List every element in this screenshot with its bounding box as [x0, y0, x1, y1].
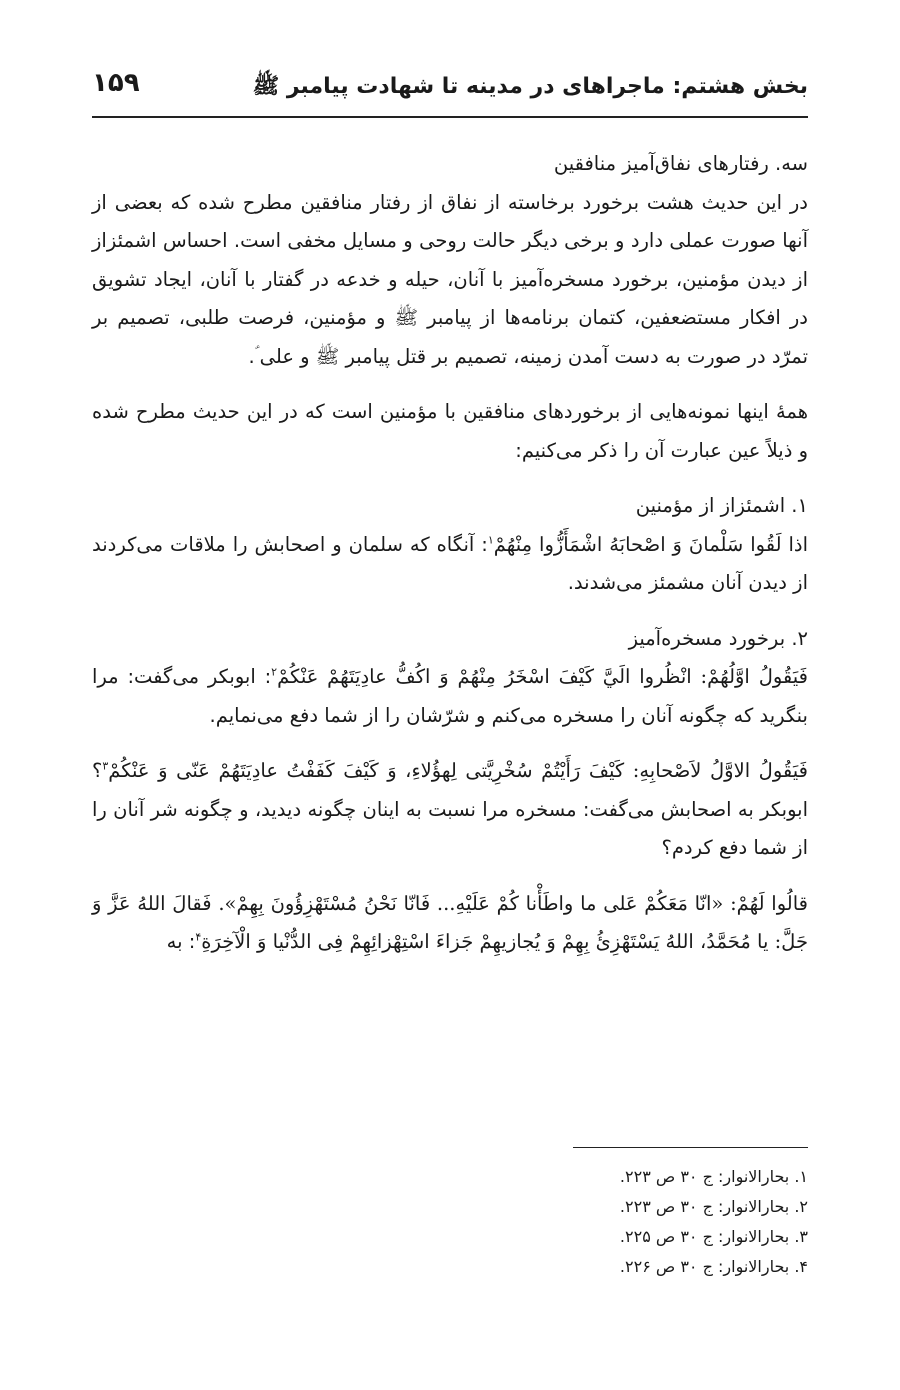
footnote-4: ۴. بحارالانوار: ج ۳۰ ص ۲۲۶. — [619, 1257, 808, 1276]
item-1-heading: ۱. اشمئزاز از مؤمنین — [635, 494, 808, 517]
paragraph-3-text: ؟ ابوبکر به اصحابش می‌گفت: مسخره مرا نسبت به اینان چگونه دیدید، و چگونه شر آنان را از شما دفع کردم؟ — [92, 759, 808, 859]
footnote-3: ۳. بحارالانوار: ج ۳۰ ص ۲۲۵. — [619, 1227, 808, 1246]
paragraph-2: همهٔ اینها نمونه‌هایی از برخوردهای منافقین با مؤمنین است که در این حدیث مطرح شده و ذیلاً عین عبارت آن را ذکر می‌کنیم: — [92, 400, 808, 462]
paragraph-4-text: : به — [166, 930, 196, 953]
item-2-heading: ۲. برخورد مسخره‌آمیز — [628, 626, 808, 650]
chapter-title: بخش هشتم: ماجراهای در مدینه تا شهادت پیامبر ﷺ — [252, 74, 808, 99]
footnotes — [620, 1162, 808, 1282]
item-2-quote: فَيَقُولُ اوَّلُهُمْ: انْظُروا الَيَّ كَيْفَ اسْخَرُ مِنْهُمْ وَ اكُفُّ عادِيَتَهُمْ عَنْكُمْ — [277, 665, 808, 688]
footnote-2: ۲. بحارالانوار: ج ۳۰ ص ۲۲۳. — [619, 1197, 808, 1216]
item-2-paragraph — [92, 658, 808, 735]
footnote-1: ۱. بحارالانوار: ج ۳۰ ص ۲۲۳. — [619, 1167, 808, 1186]
page-number: ۱۵۹ — [92, 68, 140, 98]
paragraph-4 — [92, 885, 808, 962]
paragraph-4-quote: قالُوا لَهُمْ: «انّا مَعَكُمْ عَلى ما واطَأْنا كُمْ عَلَيْهِ... فَانّا نَحْنُ مُسْتَهْزِؤُونَ بِهِمْ». فَقالَ اللهُ عَزَّ وَ جَلَّ: يا مُحَمَّدُ، اللهُ يَسْتَهْزِئُ بِهِمْ وَ يُجازيهِمْ جَزاءَ اسْتِهْزائِهِمْ فِى الدُّنْيا وَ الْآخِرَةِ — [92, 891, 808, 953]
paragraph-3 — [92, 752, 808, 868]
section-heading: سه. رفتارهای نفاق‌آمیز منافقین — [553, 152, 808, 175]
item-1-text: : آنگاه که سلمان و اصحابش را ملاقات می‌کردند از دیدن آنان مشمئز می‌شدند. — [92, 532, 808, 594]
footnote-ref-3: ۳ — [102, 759, 109, 773]
item-2-text: : ابوبکر می‌گفت: مرا بنگرید که چگونه آنان را مسخره می‌کنم و شرّشان را از شما دفع می‌نمایم. — [92, 665, 808, 727]
footnote-ref-1: ۱ — [487, 533, 494, 546]
item-1-quote: اذا لَقُوا سَلْمانَ وَ اصْحابَهُ اشْمَأَزُّوا مِنْهُمْ — [493, 532, 808, 556]
item-1-paragraph — [92, 526, 808, 603]
footnote-divider — [573, 1147, 808, 1148]
header-divider — [92, 116, 808, 118]
paragraph-3-quote: فَيَقُولُ الاوَّلُ لاَصْحابِهِ: كَيْفَ رَأَيْتُمْ سُخْرِيَّتى لِهؤُلاءِ، وَ كَيْفَ كَفَفْتُ عادِيَتَهُمْ عَنّى وَ عَنْكُمْ — [108, 759, 808, 782]
footnote-ref-2: ۲ — [271, 665, 278, 679]
running-header — [92, 62, 808, 110]
footnote-ref-4: ۴ — [195, 930, 202, 944]
paragraph-1: در این حدیث هشت برخورد برخاسته از نفاق از رفتار منافقین مطرح شده که بعضی از آنها صورت عملی دارد و برخی دیگر حالت روحی و مسایل مخفی است. احساس اشمئزاز از دیدن مؤمنین، برخورد مسخره‌آمیز با آنان، حیله و خدعه در گفتار با آنان، ایجاد تشویق در افکار مستضعفین، کتمان برنامه‌ها از پیامبر ﷺ و مؤمنین، فرصت طلبی، تصمیم بر تمرّد در صورت به دست آمدن زمینه، تصمیم بر قتل پیامبر ﷺ و علی ؑ. — [92, 190, 808, 368]
main-text — [92, 145, 808, 962]
